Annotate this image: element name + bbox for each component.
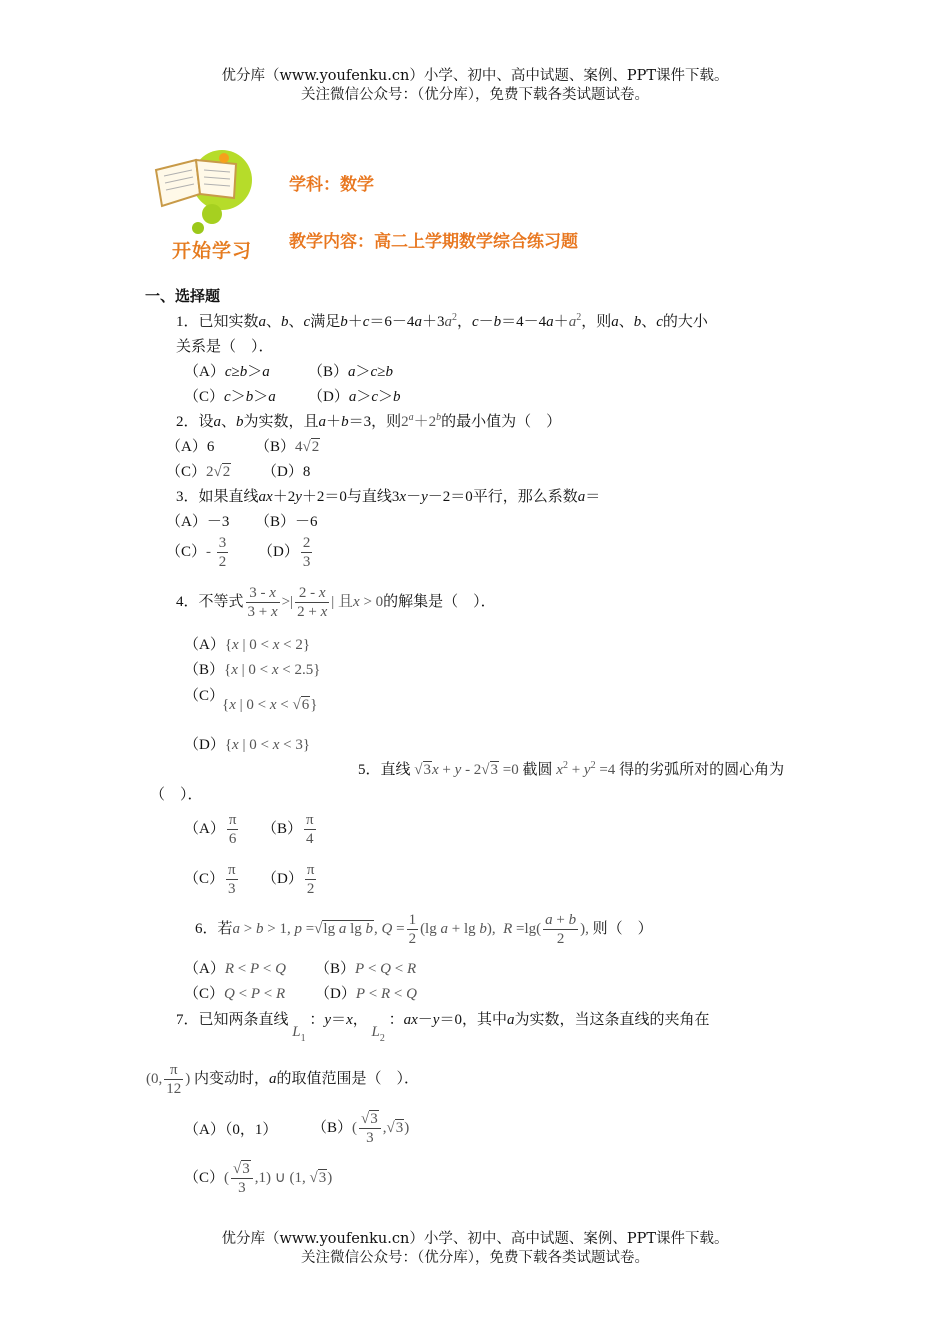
- q5-option-a: （A） $\frac{\pi}{6}$: [184, 812, 237, 847]
- q4-option-a: （A）{x | 0 < x < 2}: [184, 637, 311, 653]
- content-title: 教学内容：高二上学期数学综合练习题: [289, 232, 578, 252]
- q3-option-a: （A）－3: [166, 514, 230, 530]
- q5-option-b: （B） $\frac{\pi}{4}$: [262, 812, 314, 847]
- q7-option-b: （B）( $\frac{√3}{3}$ ,√3): [312, 1111, 410, 1146]
- q2-option-a: （A）6: [166, 439, 215, 455]
- q6-option-c: （C）Q < P < R: [184, 986, 286, 1002]
- q7-option-a: （A）（0，1）: [184, 1122, 278, 1138]
- q1-option-d: （D）a＞c＞b: [308, 389, 401, 405]
- footer-line-2: 关注微信公众号：（优分库），免费下载各类试题试卷。: [301, 1250, 649, 1266]
- q6-option-b: （B）P < Q < R: [315, 961, 417, 977]
- q1-option-b: （B）a＞c≥b: [308, 364, 393, 380]
- q7-stem-2: (0, $\frac{\pi}{12}$ ) 内变动时，a的取值范围是（ ）．: [146, 1062, 420, 1097]
- q2-option-d: （D）8: [262, 464, 311, 480]
- q5-stem-2: （ ）．: [150, 787, 203, 803]
- q3-option-d: （D） $\frac{2}{3}$: [258, 535, 311, 570]
- q4-option-d: （D）{x | 0 < x < 3}: [184, 737, 311, 753]
- q3-option-c: （C）- $\frac{3}{2}$: [166, 535, 227, 570]
- q1-stem-2: 关系是（ ）．: [176, 339, 274, 355]
- q3-option-b: （B）－6: [255, 514, 318, 530]
- q1-stem: 1．已知实数a、b、c满足$b+c=6-4a+3a^2$，$c-b=4-4a+a^2$，则a、b、c的大小: [176, 312, 708, 330]
- q4-option-c: {x | 0 < x < √6}: [222, 697, 318, 713]
- q3-stem: 3．如果直线ax＋2y＋2＝0与直线3x－y－2＝0平行，那么系数a＝: [176, 489, 601, 505]
- q4-option-c-label: （C）: [184, 688, 225, 704]
- q7-option-c: （C）( $\frac{√3}{3}$ ,1) ∪ (1, √3): [184, 1161, 333, 1196]
- q1-option-a: （A）c≥b＞a: [184, 364, 270, 380]
- q6-option-d: （D）P < R < Q: [315, 986, 417, 1002]
- logo-text: 开始学习: [172, 240, 253, 262]
- q5-option-d: （D） $\frac{\pi}{2}$: [262, 862, 315, 897]
- q2-option-c: （C）2√2: [166, 464, 231, 480]
- header-line-2: 关注微信公众号：（优分库），免费下载各类试题试卷。: [301, 87, 649, 103]
- q5-option-c: （C） $\frac{\pi}{3}$: [184, 862, 236, 897]
- q2-option-b: （B）4√2: [255, 439, 320, 455]
- q6-stem: 6．若a > b > 1, p =√lg a lg b, Q = $\frac{1}{2}$ (lg a + lg b), R =lg( $\frac{a + b}{2}$ ), 则（ ）: [195, 912, 653, 947]
- q4-stem: 4．不等式 $\frac{3 - x}{3 + x}$ >| $\frac{2 - x}{2 + x}$ | 且x > 0的解集是（ ）．: [176, 585, 496, 620]
- q5-stem: 5．直线 √3x + y - 2√3 =0 截圆 $x^2 + y^2 =4$ 得的劣弧所对的圆心角为: [358, 760, 785, 778]
- q7-stem: 7．已知两条直线 $L_1$ ：y＝x， $L_2$ ：ax－y＝0，其中a为实数，当这条直线的夹角在: [176, 1012, 710, 1044]
- footer-line-1: 优分库（www.youfenku.cn）小学、初中、高中试题、案例、PPT课件下载。: [221, 1231, 729, 1247]
- subject-label: 学科：数学: [289, 175, 374, 195]
- q6-option-a: （A）R < P < Q: [184, 961, 286, 977]
- header-line-1: 优分库（www.youfenku.cn）小学、初中、高中试题、案例、PPT课件下载。: [221, 68, 729, 84]
- section-title: 一、选择题: [145, 287, 221, 305]
- q1-option-c: （C）c＞b＞a: [184, 389, 276, 405]
- q4-option-b: （B）{x | 0 < x < 2.5}: [184, 662, 321, 678]
- q2-stem: 2．设a、b为实数，且a＋b＝3，则$2^a+2^b$的最小值为（ ）: [176, 412, 562, 430]
